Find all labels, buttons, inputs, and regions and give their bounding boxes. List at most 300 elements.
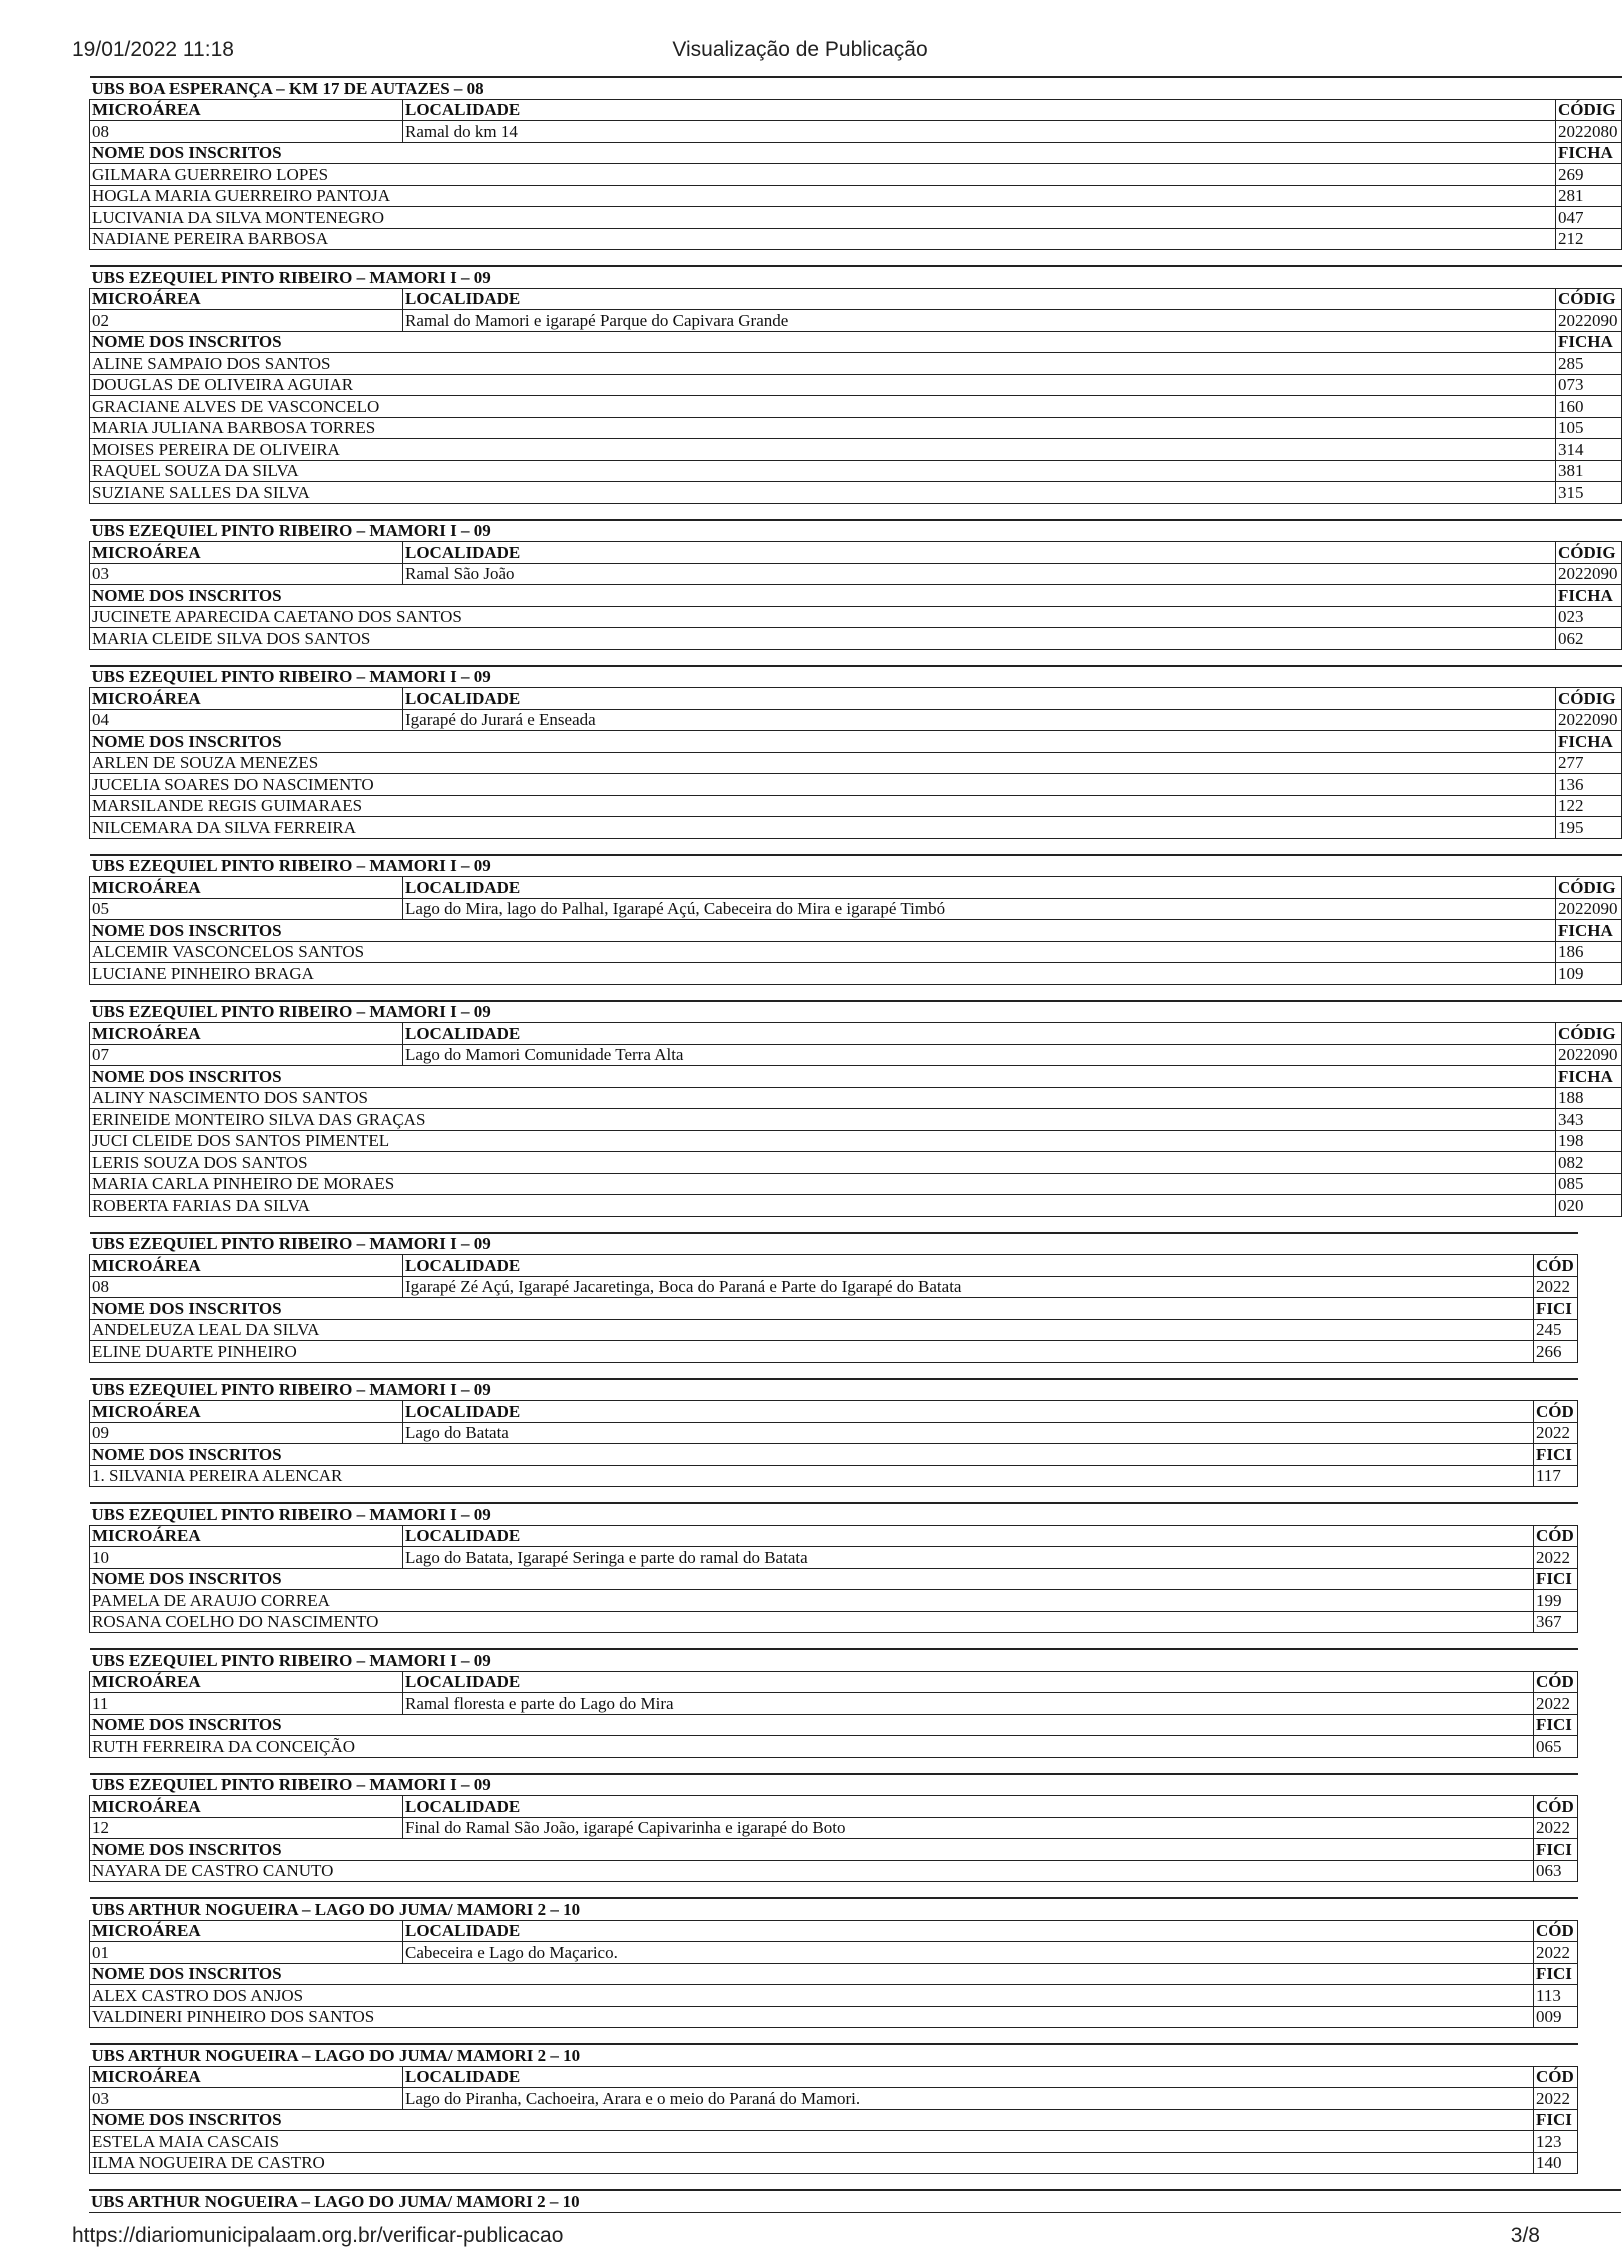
table-row xyxy=(90,374,1622,396)
ubs-title: UBS ARTHUR NOGUEIRA – LAGO DO JUMA/ MAMORI 2 – 10 xyxy=(89,2190,1621,2212)
ubs-block xyxy=(89,265,1618,504)
ficha-header: FICHA xyxy=(1556,731,1622,753)
codigo-value: 2022090 xyxy=(1556,563,1622,585)
localidade-value: Lago do Mira, lago do Palhal, Igarapé Açú, Cabeceira do Mira e igarapé Timbó xyxy=(403,898,1556,920)
ficha-header: FICHA xyxy=(1556,331,1622,353)
inscritos-header-row xyxy=(90,1714,1578,1736)
localidade-value: Lago do Mamori Comunidade Terra Alta xyxy=(403,1044,1556,1066)
codigo-value: 2022080 xyxy=(1556,121,1622,143)
print-header xyxy=(0,38,1600,66)
codigo-header: CÓD xyxy=(1534,1401,1578,1423)
microarea-header: MICROÁREA xyxy=(90,1671,403,1693)
codigo-header: CÓD xyxy=(1534,1255,1578,1277)
print-timestamp: 19/01/2022 11:18 xyxy=(72,38,234,61)
nome-inscritos-header: NOME DOS INSCRITOS xyxy=(90,142,1556,164)
table-row xyxy=(90,1736,1578,1758)
table-row xyxy=(90,1173,1622,1195)
nome-inscritos-header: NOME DOS INSCRITOS xyxy=(90,1444,1534,1466)
header-row xyxy=(90,542,1622,564)
microarea-value: 08 xyxy=(90,1276,403,1298)
inscrito-nome: RUTH FERREIRA DA CONCEIÇÃO xyxy=(90,1736,1534,1758)
inscrito-nome: ANDELEUZA LEAL DA SILVA xyxy=(90,1319,1534,1341)
localidade-value: Ramal floresta e parte do Lago do Mira xyxy=(403,1693,1534,1715)
microarea-value: 07 xyxy=(90,1044,403,1066)
table-row xyxy=(90,164,1622,186)
inscrito-nome: LUCIVANIA DA SILVA MONTENEGRO xyxy=(90,207,1556,229)
localidade-header: LOCALIDADE xyxy=(403,99,1556,121)
table-row xyxy=(90,1130,1622,1152)
inscrito-ficha: 113 xyxy=(1534,1985,1578,2007)
microarea-row xyxy=(90,1547,1578,1569)
inscrito-ficha: 188 xyxy=(1556,1087,1622,1109)
inscrito-nome: ALCEMIR VASCONCELOS SANTOS xyxy=(90,941,1556,963)
codigo-header: CÓDIG xyxy=(1556,688,1622,710)
ubs-table xyxy=(89,665,1622,839)
microarea-header: MICROÁREA xyxy=(90,1525,403,1547)
table-row xyxy=(90,752,1622,774)
ubs-title-row xyxy=(90,1503,1578,1525)
microarea-header: MICROÁREA xyxy=(90,288,403,310)
inscrito-ficha: 198 xyxy=(1556,1130,1622,1152)
ubs-table xyxy=(89,76,1622,250)
ficha-header: FICHA xyxy=(1556,1066,1622,1088)
inscritos-header-row xyxy=(90,142,1622,164)
codigo-header: CÓDIG xyxy=(1556,288,1622,310)
inscrito-ficha: 085 xyxy=(1556,1173,1622,1195)
inscrito-ficha: 082 xyxy=(1556,1152,1622,1174)
codigo-value: 2022090 xyxy=(1556,898,1622,920)
inscrito-nome: 1. SILVANIA PEREIRA ALENCAR xyxy=(90,1465,1534,1487)
inscrito-ficha: 266 xyxy=(1534,1341,1578,1363)
inscrito-nome: MOISES PEREIRA DE OLIVEIRA xyxy=(90,439,1556,461)
inscrito-ficha: 123 xyxy=(1534,2131,1578,2153)
inscrito-ficha: 285 xyxy=(1556,353,1622,375)
microarea-row xyxy=(90,1693,1578,1715)
microarea-value: 02 xyxy=(90,310,403,332)
microarea-value: 08 xyxy=(90,121,403,143)
microarea-value: 10 xyxy=(90,1547,403,1569)
codigo-value: 2022 xyxy=(1534,1422,1578,1444)
inscrito-nome: LERIS SOUZA DOS SANTOS xyxy=(90,1152,1556,1174)
codigo-value: 2022 xyxy=(1534,1942,1578,1964)
ficha-header: FICI xyxy=(1534,1714,1578,1736)
localidade-value: Lago do Batata xyxy=(403,1422,1534,1444)
inscrito-nome: NAYARA DE CASTRO CANUTO xyxy=(90,1860,1534,1882)
nome-inscritos-header: NOME DOS INSCRITOS xyxy=(90,2109,1534,2131)
inscrito-nome: JUCI CLEIDE DOS SANTOS PIMENTEL xyxy=(90,1130,1556,1152)
inscrito-ficha: 140 xyxy=(1534,2152,1578,2174)
codigo-header: CÓDIG xyxy=(1556,99,1622,121)
inscrito-ficha: 117 xyxy=(1534,1465,1578,1487)
table-row xyxy=(90,417,1622,439)
ubs-title-row xyxy=(90,1379,1578,1401)
inscrito-ficha: 314 xyxy=(1556,439,1622,461)
microarea-header: MICROÁREA xyxy=(90,1796,403,1818)
ubs-block xyxy=(89,76,1618,250)
inscrito-nome: ALEX CASTRO DOS ANJOS xyxy=(90,1985,1534,2007)
ubs-table xyxy=(89,1502,1578,1633)
ubs-title: UBS EZEQUIEL PINTO RIBEIRO – MAMORI I – 09 xyxy=(90,1233,1578,1255)
microarea-row xyxy=(90,709,1622,731)
localidade-header: LOCALIDADE xyxy=(403,1023,1556,1045)
inscrito-nome: ALINE SAMPAIO DOS SANTOS xyxy=(90,353,1556,375)
inscrito-nome: NADIANE PEREIRA BARBOSA xyxy=(90,228,1556,250)
inscrito-nome: ELINE DUARTE PINHEIRO xyxy=(90,1341,1534,1363)
table-row xyxy=(90,1152,1622,1174)
localidade-header: LOCALIDADE xyxy=(403,1401,1534,1423)
ubs-block xyxy=(89,1648,1574,1758)
ubs-title: UBS EZEQUIEL PINTO RIBEIRO – MAMORI I – 09 xyxy=(90,1001,1622,1023)
header-row xyxy=(90,1023,1622,1045)
table-row xyxy=(90,207,1622,229)
inscrito-ficha: 199 xyxy=(1534,1590,1578,1612)
ubs-table xyxy=(89,1648,1578,1758)
microarea-row xyxy=(90,121,1622,143)
table-row xyxy=(90,439,1622,461)
ubs-table xyxy=(89,854,1622,985)
inscrito-ficha: 062 xyxy=(1556,628,1622,650)
table-row xyxy=(90,396,1622,418)
ubs-title-row xyxy=(90,1649,1578,1671)
localidade-value: Final do Ramal São João, igarapé Capivarinha e igarapé do Boto xyxy=(403,1817,1534,1839)
ubs-title-row xyxy=(90,1001,1622,1023)
inscritos-header-row xyxy=(90,2109,1578,2131)
inscrito-nome: ESTELA MAIA CASCAIS xyxy=(90,2131,1534,2153)
inscrito-nome: ROSANA COELHO DO NASCIMENTO xyxy=(90,1611,1534,1633)
table-row xyxy=(90,1860,1578,1882)
ubs-block xyxy=(89,1378,1574,1488)
table-row xyxy=(90,1590,1578,1612)
ubs-table xyxy=(89,1773,1578,1883)
header-row xyxy=(90,1796,1578,1818)
table-row xyxy=(90,1985,1578,2007)
header-row xyxy=(90,688,1622,710)
ubs-title-row xyxy=(90,77,1622,99)
codigo-header: CÓD xyxy=(1534,1796,1578,1818)
ficha-header: FICI xyxy=(1534,1298,1578,1320)
nome-inscritos-header: NOME DOS INSCRITOS xyxy=(90,920,1556,942)
ubs-title: UBS EZEQUIEL PINTO RIBEIRO – MAMORI I – 09 xyxy=(90,1649,1578,1671)
inscrito-nome: JUCINETE APARECIDA CAETANO DOS SANTOS xyxy=(90,606,1556,628)
microarea-header: MICROÁREA xyxy=(90,99,403,121)
microarea-row xyxy=(90,563,1622,585)
ubs-title-row xyxy=(90,1233,1578,1255)
microarea-value: 04 xyxy=(90,709,403,731)
localidade-value: Ramal do Mamori e igarapé Parque do Capivara Grande xyxy=(403,310,1556,332)
inscrito-ficha: 195 xyxy=(1556,817,1622,839)
codigo-header: CÓDIG xyxy=(1556,877,1622,899)
table-row xyxy=(90,460,1622,482)
ubs-title-row xyxy=(90,520,1622,542)
codigo-header: CÓD xyxy=(1534,1525,1578,1547)
codigo-value: 2022 xyxy=(1534,1276,1578,1298)
localidade-header: LOCALIDADE xyxy=(403,288,1556,310)
inscrito-ficha: 020 xyxy=(1556,1195,1622,1217)
codigo-header: CÓDIG xyxy=(1556,1023,1622,1045)
table-row xyxy=(90,963,1622,985)
ubs-title: UBS EZEQUIEL PINTO RIBEIRO – MAMORI I – 09 xyxy=(90,1774,1578,1796)
localidade-value: Igarapé Zé Açú, Igarapé Jacaretinga, Boca do Paraná e Parte do Igarapé do Batata xyxy=(403,1276,1534,1298)
inscrito-ficha: 047 xyxy=(1556,207,1622,229)
localidade-header: LOCALIDADE xyxy=(403,688,1556,710)
microarea-row xyxy=(90,1044,1622,1066)
microarea-row xyxy=(90,310,1622,332)
table-row xyxy=(90,2131,1578,2153)
microarea-header: MICROÁREA xyxy=(90,1401,403,1423)
inscrito-ficha: 073 xyxy=(1556,374,1622,396)
inscrito-ficha: 281 xyxy=(1556,185,1622,207)
ubs-block xyxy=(89,2189,1536,2213)
ubs-title: UBS ARTHUR NOGUEIRA – LAGO DO JUMA/ MAMORI 2 – 10 xyxy=(90,2044,1578,2066)
inscrito-nome: GILMARA GUERREIRO LOPES xyxy=(90,164,1556,186)
codigo-value: 2022 xyxy=(1534,1547,1578,1569)
inscrito-ficha: 186 xyxy=(1556,941,1622,963)
table-row xyxy=(90,1195,1622,1217)
codigo-header: CÓD xyxy=(1534,1920,1578,1942)
inscrito-ficha: 277 xyxy=(1556,752,1622,774)
ficha-header: FICHA xyxy=(1556,142,1622,164)
localidade-value: Lago do Piranha, Cachoeira, Arara e o meio do Paraná do Mamori. xyxy=(403,2088,1534,2110)
inscritos-header-row xyxy=(90,1444,1578,1466)
microarea-value: 03 xyxy=(90,563,403,585)
header-row xyxy=(90,877,1622,899)
microarea-value: 09 xyxy=(90,1422,403,1444)
microarea-header: MICROÁREA xyxy=(90,1255,403,1277)
inscrito-nome: LUCIANE PINHEIRO BRAGA xyxy=(90,963,1556,985)
nome-inscritos-header: NOME DOS INSCRITOS xyxy=(90,731,1556,753)
localidade-header: LOCALIDADE xyxy=(403,2066,1534,2088)
codigo-value: 2022 xyxy=(1534,2088,1578,2110)
localidade-header: LOCALIDADE xyxy=(403,1255,1534,1277)
localidade-header: LOCALIDADE xyxy=(403,1796,1534,1818)
ubs-block xyxy=(89,2043,1574,2174)
microarea-header: MICROÁREA xyxy=(90,1023,403,1045)
table-row xyxy=(90,774,1622,796)
table-row xyxy=(90,1341,1578,1363)
print-footer xyxy=(0,2224,1600,2252)
inscrito-nome: RAQUEL SOUZA DA SILVA xyxy=(90,460,1556,482)
ubs-table xyxy=(89,1232,1578,1363)
microarea-header: MICROÁREA xyxy=(90,877,403,899)
table-row xyxy=(90,606,1622,628)
inscrito-ficha: 315 xyxy=(1556,482,1622,504)
inscrito-nome: MARIA CARLA PINHEIRO DE MORAES xyxy=(90,1173,1556,1195)
ubs-title: UBS EZEQUIEL PINTO RIBEIRO – MAMORI I – 09 xyxy=(90,1379,1578,1401)
ubs-block xyxy=(89,519,1618,650)
page-number: 3/8 xyxy=(1510,2224,1540,2247)
inscritos-header-row xyxy=(90,1298,1578,1320)
nome-inscritos-header: NOME DOS INSCRITOS xyxy=(90,1839,1534,1861)
localidade-header: LOCALIDADE xyxy=(403,1525,1534,1547)
header-row xyxy=(90,1671,1578,1693)
ubs-title: UBS EZEQUIEL PINTO RIBEIRO – MAMORI I – 09 xyxy=(90,266,1622,288)
inscrito-nome: NILCEMARA DA SILVA FERREIRA xyxy=(90,817,1556,839)
inscrito-ficha: 343 xyxy=(1556,1109,1622,1131)
header-row xyxy=(90,2066,1578,2088)
table-row xyxy=(90,353,1622,375)
header-row xyxy=(90,288,1622,310)
ubs-title: UBS EZEQUIEL PINTO RIBEIRO – MAMORI I – 09 xyxy=(90,855,1622,877)
inscrito-ficha: 065 xyxy=(1534,1736,1578,1758)
ubs-table xyxy=(89,519,1622,650)
inscrito-nome: HOGLA MARIA GUERREIRO PANTOJA xyxy=(90,185,1556,207)
inscrito-ficha: 063 xyxy=(1534,1860,1578,1882)
ubs-table xyxy=(89,265,1622,504)
table-row xyxy=(90,1319,1578,1341)
ubs-table xyxy=(89,1378,1578,1488)
ficha-header: FICI xyxy=(1534,1568,1578,1590)
codigo-header: CÓD xyxy=(1534,1671,1578,1693)
ubs-title: UBS ARTHUR NOGUEIRA – LAGO DO JUMA/ MAMORI 2 – 10 xyxy=(90,1898,1578,1920)
ficha-header: FICHA xyxy=(1556,920,1622,942)
table-row xyxy=(90,817,1622,839)
inscrito-nome: SUZIANE SALLES DA SILVA xyxy=(90,482,1556,504)
localidade-value: Cabeceira e Lago do Maçarico. xyxy=(403,1942,1534,1964)
footer-url: https://diariomunicipalaam.org.br/verificar-publicacao xyxy=(72,2224,564,2247)
inscritos-header-row xyxy=(90,585,1622,607)
ubs-title: UBS BOA ESPERANÇA – KM 17 DE AUTAZES – 08 xyxy=(90,77,1622,99)
localidade-value: Igarapé do Jurará e Enseada xyxy=(403,709,1556,731)
inscrito-nome: MARIA JULIANA BARBOSA TORRES xyxy=(90,417,1556,439)
inscrito-nome: PAMELA DE ARAUJO CORREA xyxy=(90,1590,1534,1612)
ficha-header: FICI xyxy=(1534,2109,1578,2131)
inscritos-header-row xyxy=(90,1066,1622,1088)
inscrito-ficha: 212 xyxy=(1556,228,1622,250)
header-row xyxy=(90,1920,1578,1942)
ficha-header: FICHA xyxy=(1556,585,1622,607)
inscritos-header-row xyxy=(90,1963,1578,1985)
inscrito-ficha: 245 xyxy=(1534,1319,1578,1341)
ubs-title-row xyxy=(90,666,1622,688)
ubs-block xyxy=(89,1000,1618,1217)
microarea-value: 01 xyxy=(90,1942,403,1964)
microarea-row xyxy=(90,1942,1578,1964)
microarea-row xyxy=(90,1276,1578,1298)
table-row xyxy=(90,2152,1578,2174)
inscrito-nome: ARLEN DE SOUZA MENEZES xyxy=(90,752,1556,774)
ubs-title-row xyxy=(90,2044,1578,2066)
header-row xyxy=(90,1525,1578,1547)
nome-inscritos-header: NOME DOS INSCRITOS xyxy=(90,1298,1534,1320)
localidade-value: Ramal do km 14 xyxy=(403,121,1556,143)
inscrito-nome: MARSILANDE REGIS GUIMARAES xyxy=(90,795,1556,817)
ubs-title-row xyxy=(90,266,1622,288)
table-row xyxy=(90,1465,1578,1487)
table-row xyxy=(90,941,1622,963)
header-row xyxy=(90,1255,1578,1277)
inscrito-nome: ILMA NOGUEIRA DE CASTRO xyxy=(90,2152,1534,2174)
nome-inscritos-header: NOME DOS INSCRITOS xyxy=(90,1568,1534,1590)
inscrito-nome: ROBERTA FARIAS DA SILVA xyxy=(90,1195,1556,1217)
microarea-value: 05 xyxy=(90,898,403,920)
table-row xyxy=(90,1087,1622,1109)
localidade-header: LOCALIDADE xyxy=(403,542,1556,564)
table-row xyxy=(90,795,1622,817)
ubs-title: UBS EZEQUIEL PINTO RIBEIRO – MAMORI I – 09 xyxy=(90,1503,1578,1525)
table-row xyxy=(90,482,1622,504)
codigo-value: 2022090 xyxy=(1556,310,1622,332)
localidade-value: Ramal São João xyxy=(403,563,1556,585)
inscrito-ficha: 009 xyxy=(1534,2006,1578,2028)
inscrito-ficha: 160 xyxy=(1556,396,1622,418)
inscrito-nome: VALDINERI PINHEIRO DOS SANTOS xyxy=(90,2006,1534,2028)
ubs-block xyxy=(89,1232,1574,1363)
table-row xyxy=(90,185,1622,207)
microarea-value: 11 xyxy=(90,1693,403,1715)
codigo-value: 2022 xyxy=(1534,1817,1578,1839)
table-row xyxy=(90,1109,1622,1131)
ubs-title-row xyxy=(90,1898,1578,1920)
table-row xyxy=(90,228,1622,250)
ubs-table xyxy=(89,1897,1578,2028)
microarea-row xyxy=(90,898,1622,920)
microarea-header: MICROÁREA xyxy=(90,1920,403,1942)
inscrito-ficha: 136 xyxy=(1556,774,1622,796)
table-row xyxy=(90,628,1622,650)
ubs-title-row xyxy=(89,2190,1621,2212)
nome-inscritos-header: NOME DOS INSCRITOS xyxy=(90,1066,1556,1088)
ubs-block xyxy=(89,1773,1574,1883)
ubs-table xyxy=(89,2043,1578,2174)
inscrito-ficha: 023 xyxy=(1556,606,1622,628)
header-row xyxy=(90,99,1622,121)
ubs-block xyxy=(89,665,1618,839)
ubs-table xyxy=(89,2189,1621,2213)
nome-inscritos-header: NOME DOS INSCRITOS xyxy=(90,1714,1534,1736)
codigo-value: 2022090 xyxy=(1556,709,1622,731)
ubs-block xyxy=(89,1897,1574,2028)
localidade-header: LOCALIDADE xyxy=(403,1920,1534,1942)
publication-content xyxy=(89,76,1618,2248)
ficha-header: FICI xyxy=(1534,1963,1578,1985)
header-row xyxy=(90,1401,1578,1423)
microarea-value: 03 xyxy=(90,2088,403,2110)
microarea-row xyxy=(90,1817,1578,1839)
inscrito-ficha: 381 xyxy=(1556,460,1622,482)
microarea-header: MICROÁREA xyxy=(90,688,403,710)
inscritos-header-row xyxy=(90,1839,1578,1861)
nome-inscritos-header: NOME DOS INSCRITOS xyxy=(90,331,1556,353)
microarea-row xyxy=(90,1422,1578,1444)
inscrito-ficha: 122 xyxy=(1556,795,1622,817)
print-title: Visualização de Publicação xyxy=(672,38,928,61)
ubs-block xyxy=(89,854,1618,985)
microarea-header: MICROÁREA xyxy=(90,542,403,564)
inscrito-ficha: 367 xyxy=(1534,1611,1578,1633)
ubs-title: UBS EZEQUIEL PINTO RIBEIRO – MAMORI I – 09 xyxy=(90,520,1622,542)
ubs-title-row xyxy=(90,855,1622,877)
ficha-header: FICI xyxy=(1534,1839,1578,1861)
inscritos-header-row xyxy=(90,920,1622,942)
ubs-block xyxy=(89,1502,1574,1633)
inscrito-nome: ERINEIDE MONTEIRO SILVA DAS GRAÇAS xyxy=(90,1109,1556,1131)
ubs-title-row xyxy=(90,1774,1578,1796)
inscritos-header-row xyxy=(90,731,1622,753)
microarea-row xyxy=(90,2088,1578,2110)
localidade-header: LOCALIDADE xyxy=(403,877,1556,899)
inscrito-ficha: 105 xyxy=(1556,417,1622,439)
ficha-header: FICI xyxy=(1534,1444,1578,1466)
codigo-header: CÓD xyxy=(1534,2066,1578,2088)
ubs-title: UBS EZEQUIEL PINTO RIBEIRO – MAMORI I – 09 xyxy=(90,666,1622,688)
inscrito-nome: ALINY NASCIMENTO DOS SANTOS xyxy=(90,1087,1556,1109)
localidade-value: Lago do Batata, Igarapé Seringa e parte do ramal do Batata xyxy=(403,1547,1534,1569)
microarea-header: MICROÁREA xyxy=(90,2066,403,2088)
table-row xyxy=(90,1611,1578,1633)
inscrito-nome: GRACIANE ALVES DE VASCONCELO xyxy=(90,396,1556,418)
inscritos-header-row xyxy=(90,1568,1578,1590)
nome-inscritos-header: NOME DOS INSCRITOS xyxy=(90,1963,1534,1985)
